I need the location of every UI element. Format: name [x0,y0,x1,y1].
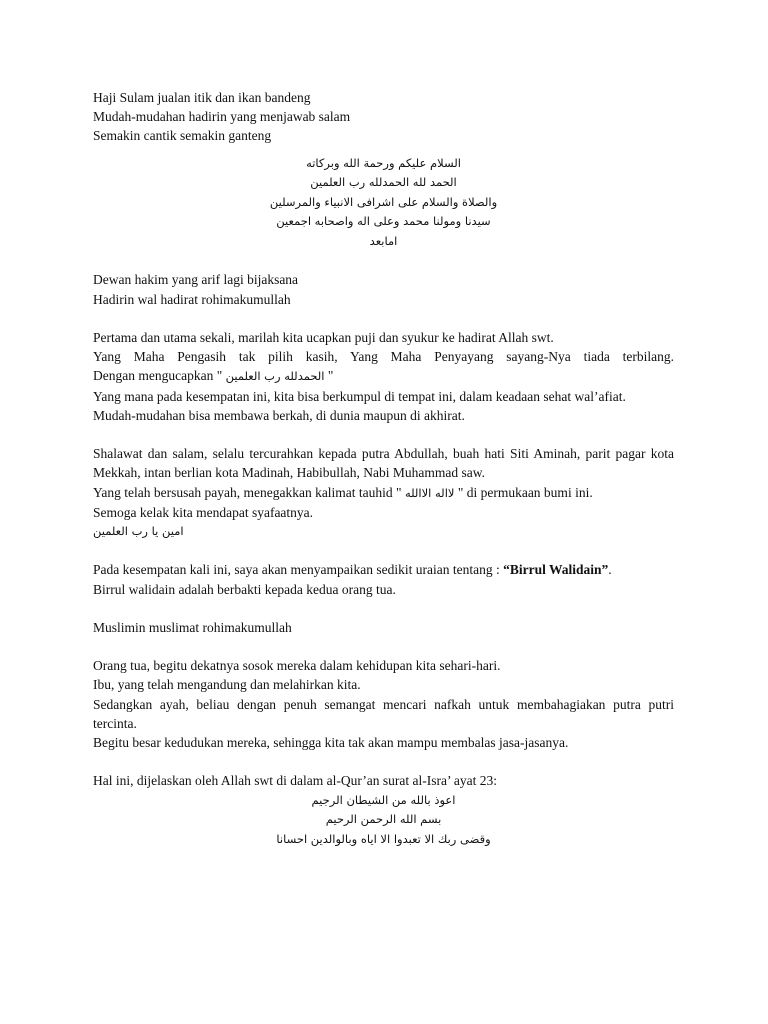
arabic-phrase: لااله الاالله [404,485,455,500]
arabic-line: السلام عليكم ورحمة الله وبركاته [306,155,461,170]
arabic-line: الحمد لله الحمدلله رب العلمين [310,175,457,190]
paragraph-line: Begitu besar kedudukan mereka, sehingga kita tak akan mampu membalas jasa-jasanya. [93,735,569,751]
pantun-line-3: Semakin cantik semakin ganteng [93,128,272,144]
text-segment: Pada kesempatan kali ini, saya akan menyampaikan sedikit uraian tentang : [93,562,504,578]
text-segment: " di permukaan bumi ini. [454,484,593,500]
paragraph-line: Yang Maha Pengasih tak pilih kasih, Yang Maha Penyayang sayang-Nya tiada terbilang. [93,349,674,365]
topic-title: “Birrul Walidain” [503,562,609,578]
arabic-line: بسم الله الرحمن الرحيم [325,812,442,827]
paragraph-line [93,366,674,386]
arabic-amin: امين يا رب العلمين [93,523,184,538]
text-segment: Dengan mengucapkan " [93,368,226,384]
paragraph-line: Orang tua, begitu dekatnya sosok mereka dalam kehidupan kita sehari-hari. [93,658,501,674]
text-segment: . [608,562,612,578]
paragraph-line: Pertama dan utama sekali, marilah kita ucapkan puji dan syukur ke hadirat Allah swt. [93,329,554,345]
arabic-line: وقضى ربك الا تعبدوا الا اياه وبالوالدين احسانا [276,831,491,846]
paragraph-line: Mudah-mudahan bisa membawa berkah, di dunia maupun di akhirat. [93,407,465,423]
paragraph-line: Sedangkan ayah, beliau dengan penuh semangat mencari nafkah untuk membahagiakan putra putri tercinta. [93,696,674,731]
arabic-line: سيدنا ومولنا محمد وعلى اله واصحابه اجمعين [276,214,491,229]
arabic-line: والصلاة والسلام على اشرافى الانبياء والمرسلين [269,194,498,209]
arabic-line: اعوذ بالله من الشيطان الرجيم [311,792,456,807]
arabic-verse [93,791,674,850]
pantun-line-2: Mudah-mudahan hadirin yang menjawab salam [93,109,351,125]
text-segment: Yang telah bersusah payah, menegakkan kalimat tauhid " [93,484,405,500]
paragraph-line: Birrul walidain adalah berbakti kepada kedua orang tua. [93,581,396,597]
arabic-phrase: الحمدلله رب العلمين [225,369,325,384]
paragraph-line: Yang mana pada kesempatan ini, kita bisa berkumpul di tempat ini, dalam keadaan sehat wal’afiat. [93,388,626,404]
paragraph-line: Hal ini, dijelaskan oleh Allah swt di dalam al-Qur’an surat al-Isra’ ayat 23: [93,773,497,789]
paragraph-line [93,560,674,579]
address-line-3: Muslimin muslimat rohimakumullah [93,619,292,635]
arabic-line: امابعد [369,233,398,248]
paragraph-line: Ibu, yang telah mengandung dan melahirkan kita. [93,677,361,693]
text-segment: " [324,368,334,384]
pantun-line-1: Haji Sulam jualan itik dan ikan bandeng [93,90,311,105]
paragraph-line [93,483,674,503]
speech-text [93,88,674,849]
address-line-1: Dewan hakim yang arif lagi bijaksana [93,272,299,288]
paragraph-line: Semoga kelak kita mendapat syafaatnya. [93,504,314,520]
address-line-2: Hadirin wal hadirat rohimakumullah [93,291,291,307]
arabic-greeting [93,154,674,252]
paragraph-line: Shalawat dan salam, selalu tercurahkan kepada putra Abdullah, buah hati Siti Aminah, parit pagar kota Mekkah, intan berlian kota Madinah, Habibullah, Nabi Muhammad saw. [93,446,674,481]
